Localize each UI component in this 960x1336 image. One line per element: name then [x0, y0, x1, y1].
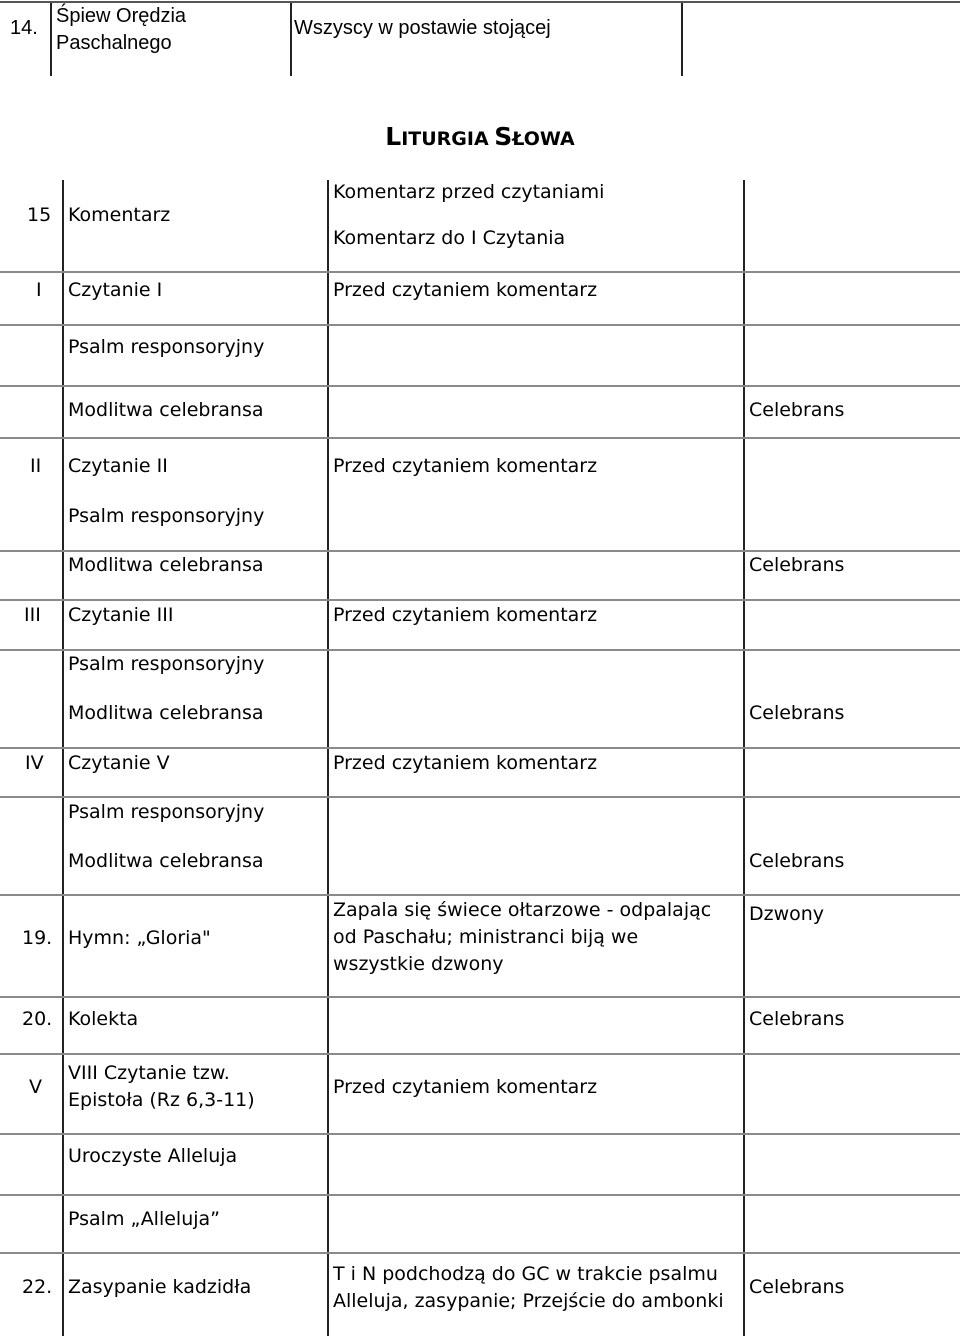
row-description: wszystkie dzwony [333, 953, 504, 975]
row-number: II [30, 455, 42, 477]
row-number: 19. [22, 927, 53, 949]
row-name: Psalm responsoryjny [68, 801, 265, 823]
row-name: Zasypanie kadzidła [68, 1276, 252, 1298]
row-name: Czytanie II [68, 455, 168, 477]
row-border [0, 1194, 960, 1196]
row-name: Modlitwa celebransa [68, 702, 264, 724]
row-name: Uroczyste Alleluja [68, 1145, 238, 1167]
row-name: VIII Czytanie tzw. [68, 1062, 230, 1084]
row-border [0, 1053, 960, 1055]
row-name: Śpiew Orędzia [56, 5, 187, 27]
row-number: V [29, 1076, 42, 1098]
row-performer: Celebrans [749, 702, 845, 724]
row-description: od Paschału; ministranci biją we [333, 926, 639, 948]
row-border [0, 324, 960, 326]
row-performer: Celebrans [749, 399, 845, 421]
row-number: 15 [27, 204, 52, 226]
row-description: Zapala się świece ołtarzowe - odpalając [333, 899, 712, 921]
row-border [0, 1252, 960, 1254]
row-name: Epistoła (Rz 6,3-11) [68, 1089, 255, 1111]
row-description: Przed czytaniem komentarz [333, 752, 598, 774]
row-description: Przed czytaniem komentarz [333, 1076, 598, 1098]
row-description: Wszyscy w postawie stojącej [294, 17, 551, 39]
row-description: Komentarz przed czytaniami [333, 181, 605, 203]
row-performer: Celebrans [749, 1276, 845, 1298]
col-divider [62, 180, 64, 1336]
row-border [0, 747, 960, 749]
row-number: IV [25, 752, 44, 774]
row-description: T i N podchodzą do GC w trakcie psalmu [333, 1263, 718, 1285]
row-number: 20. [22, 1008, 53, 1030]
col-divider [290, 3, 292, 76]
row-performer: Celebrans [749, 850, 845, 872]
col-divider [50, 3, 52, 76]
row-name: Komentarz [68, 204, 171, 226]
row-description: Komentarz do I Czytania [333, 227, 566, 249]
col-divider [743, 180, 745, 1336]
row-name: Czytanie V [68, 752, 170, 774]
row-name: Modlitwa celebransa [68, 399, 264, 421]
row-name: Czytanie III [68, 604, 174, 626]
row-performer: Dzwony [749, 903, 825, 925]
row-description: Alleluja, zasypanie; Przejście do ambonki [333, 1290, 724, 1312]
row-name: Kolekta [68, 1008, 139, 1030]
row-border [0, 599, 960, 601]
row-number: 22. [22, 1276, 53, 1298]
row-number: I [36, 279, 42, 301]
col-divider [681, 3, 683, 76]
section-heading: LITURGIA SŁOWA [385, 122, 575, 151]
row-description: Przed czytaniem komentarz [333, 455, 598, 477]
row-border [0, 1133, 960, 1135]
row-description: Przed czytaniem komentarz [333, 279, 598, 301]
row-border [0, 271, 960, 273]
col-divider [327, 180, 329, 1336]
row-number: III [24, 604, 41, 626]
row-border [0, 385, 960, 387]
row-description: Przed czytaniem komentarz [333, 604, 598, 626]
row-name: Psalm responsoryjny [68, 336, 265, 358]
row-name: Czytanie I [68, 279, 163, 301]
top-row [0, 0, 960, 76]
row-name: Psalm responsoryjny [68, 505, 265, 527]
row-performer: Celebrans [749, 1008, 845, 1030]
row-name: Psalm „Alleluja” [68, 1208, 221, 1230]
row-name: Hymn: „Gloria" [68, 927, 211, 949]
row-name: Psalm responsoryjny [68, 653, 265, 675]
row-border [0, 996, 960, 998]
row-border [0, 894, 960, 896]
row-performer: Celebrans [749, 554, 845, 576]
row-name: Modlitwa celebransa [68, 850, 264, 872]
row-name: Paschalnego [56, 32, 172, 54]
row-border [0, 796, 960, 798]
row-name: Modlitwa celebransa [68, 554, 264, 576]
row-border [0, 437, 960, 439]
row-number: 14. [10, 17, 38, 39]
